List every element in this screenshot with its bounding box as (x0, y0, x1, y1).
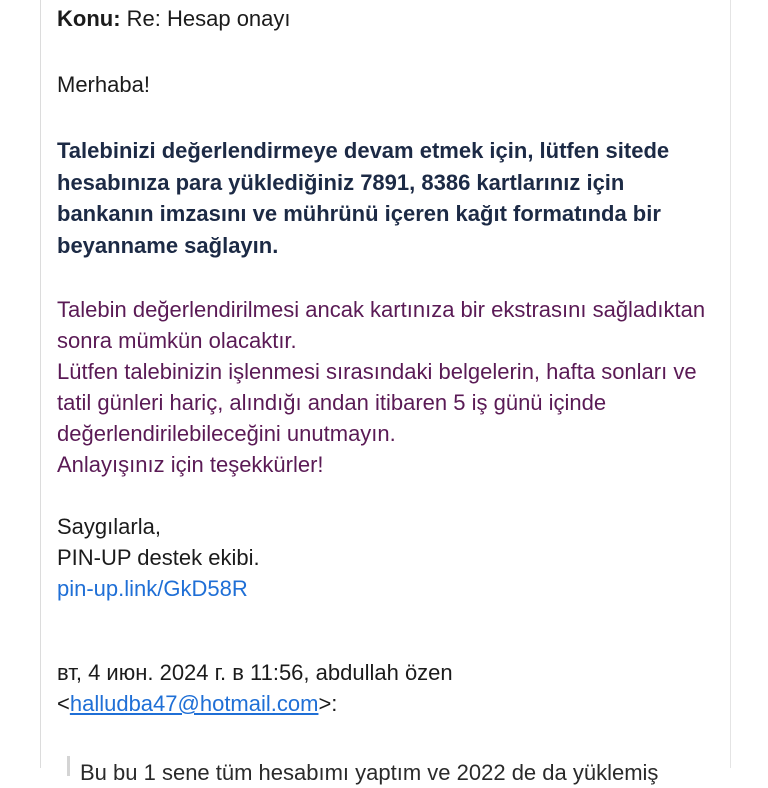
subject-line (57, 3, 717, 34)
request-paragraph: Talebinizi değerlendirmeye devam etmek için, lütfen sitede hesabınıza para yüklediğiniz 7891, 8386 kartlarınız için bankanın imzasını ve mührünü içeren kağıt formatında bir beyanname sağlayın. (57, 138, 670, 258)
signoff (57, 511, 717, 604)
signature-link[interactable]: pin-up.link/GkD58R (57, 576, 248, 601)
quoted-text: Bu bu 1 sene tüm hesabımı yaptım ve 2022 de da yüklemiş (80, 760, 659, 785)
subject-value: Re: Hesap onayı (120, 6, 291, 31)
quote-bar (67, 756, 70, 776)
quote-header (57, 657, 717, 719)
subject-label: Konu: (57, 6, 121, 31)
quote-email-open: < (57, 691, 70, 716)
signoff-text: Saygılarla, PIN-UP destek ekibi. (57, 514, 260, 570)
quoted-message (80, 757, 720, 785)
left-divider (40, 0, 41, 768)
quote-header-text: вт, 4 июн. 2024 г. в 11:56, abdullah özen (57, 660, 453, 685)
email-body (57, 3, 717, 719)
sender-email-link[interactable]: halludba47@hotmail.com (69, 691, 319, 716)
right-divider (730, 0, 731, 768)
greeting: Merhaba! (57, 72, 150, 97)
info-paragraph: Talebin değerlendirilmesi ancak kartınıza bir ekstrasını sağladıktan sonra mümkün olacaktır. Lütfen talebinizin işlenmesi sırasındaki belgelerin, hafta sonları ve tatil günleri hariç, alındığı andan itibaren 5 iş günü içinde değerlendirilebileceğini unutmayın. Anlayışınız için teşekkürler! (57, 297, 706, 477)
quote-email-close: >: (318, 691, 338, 716)
